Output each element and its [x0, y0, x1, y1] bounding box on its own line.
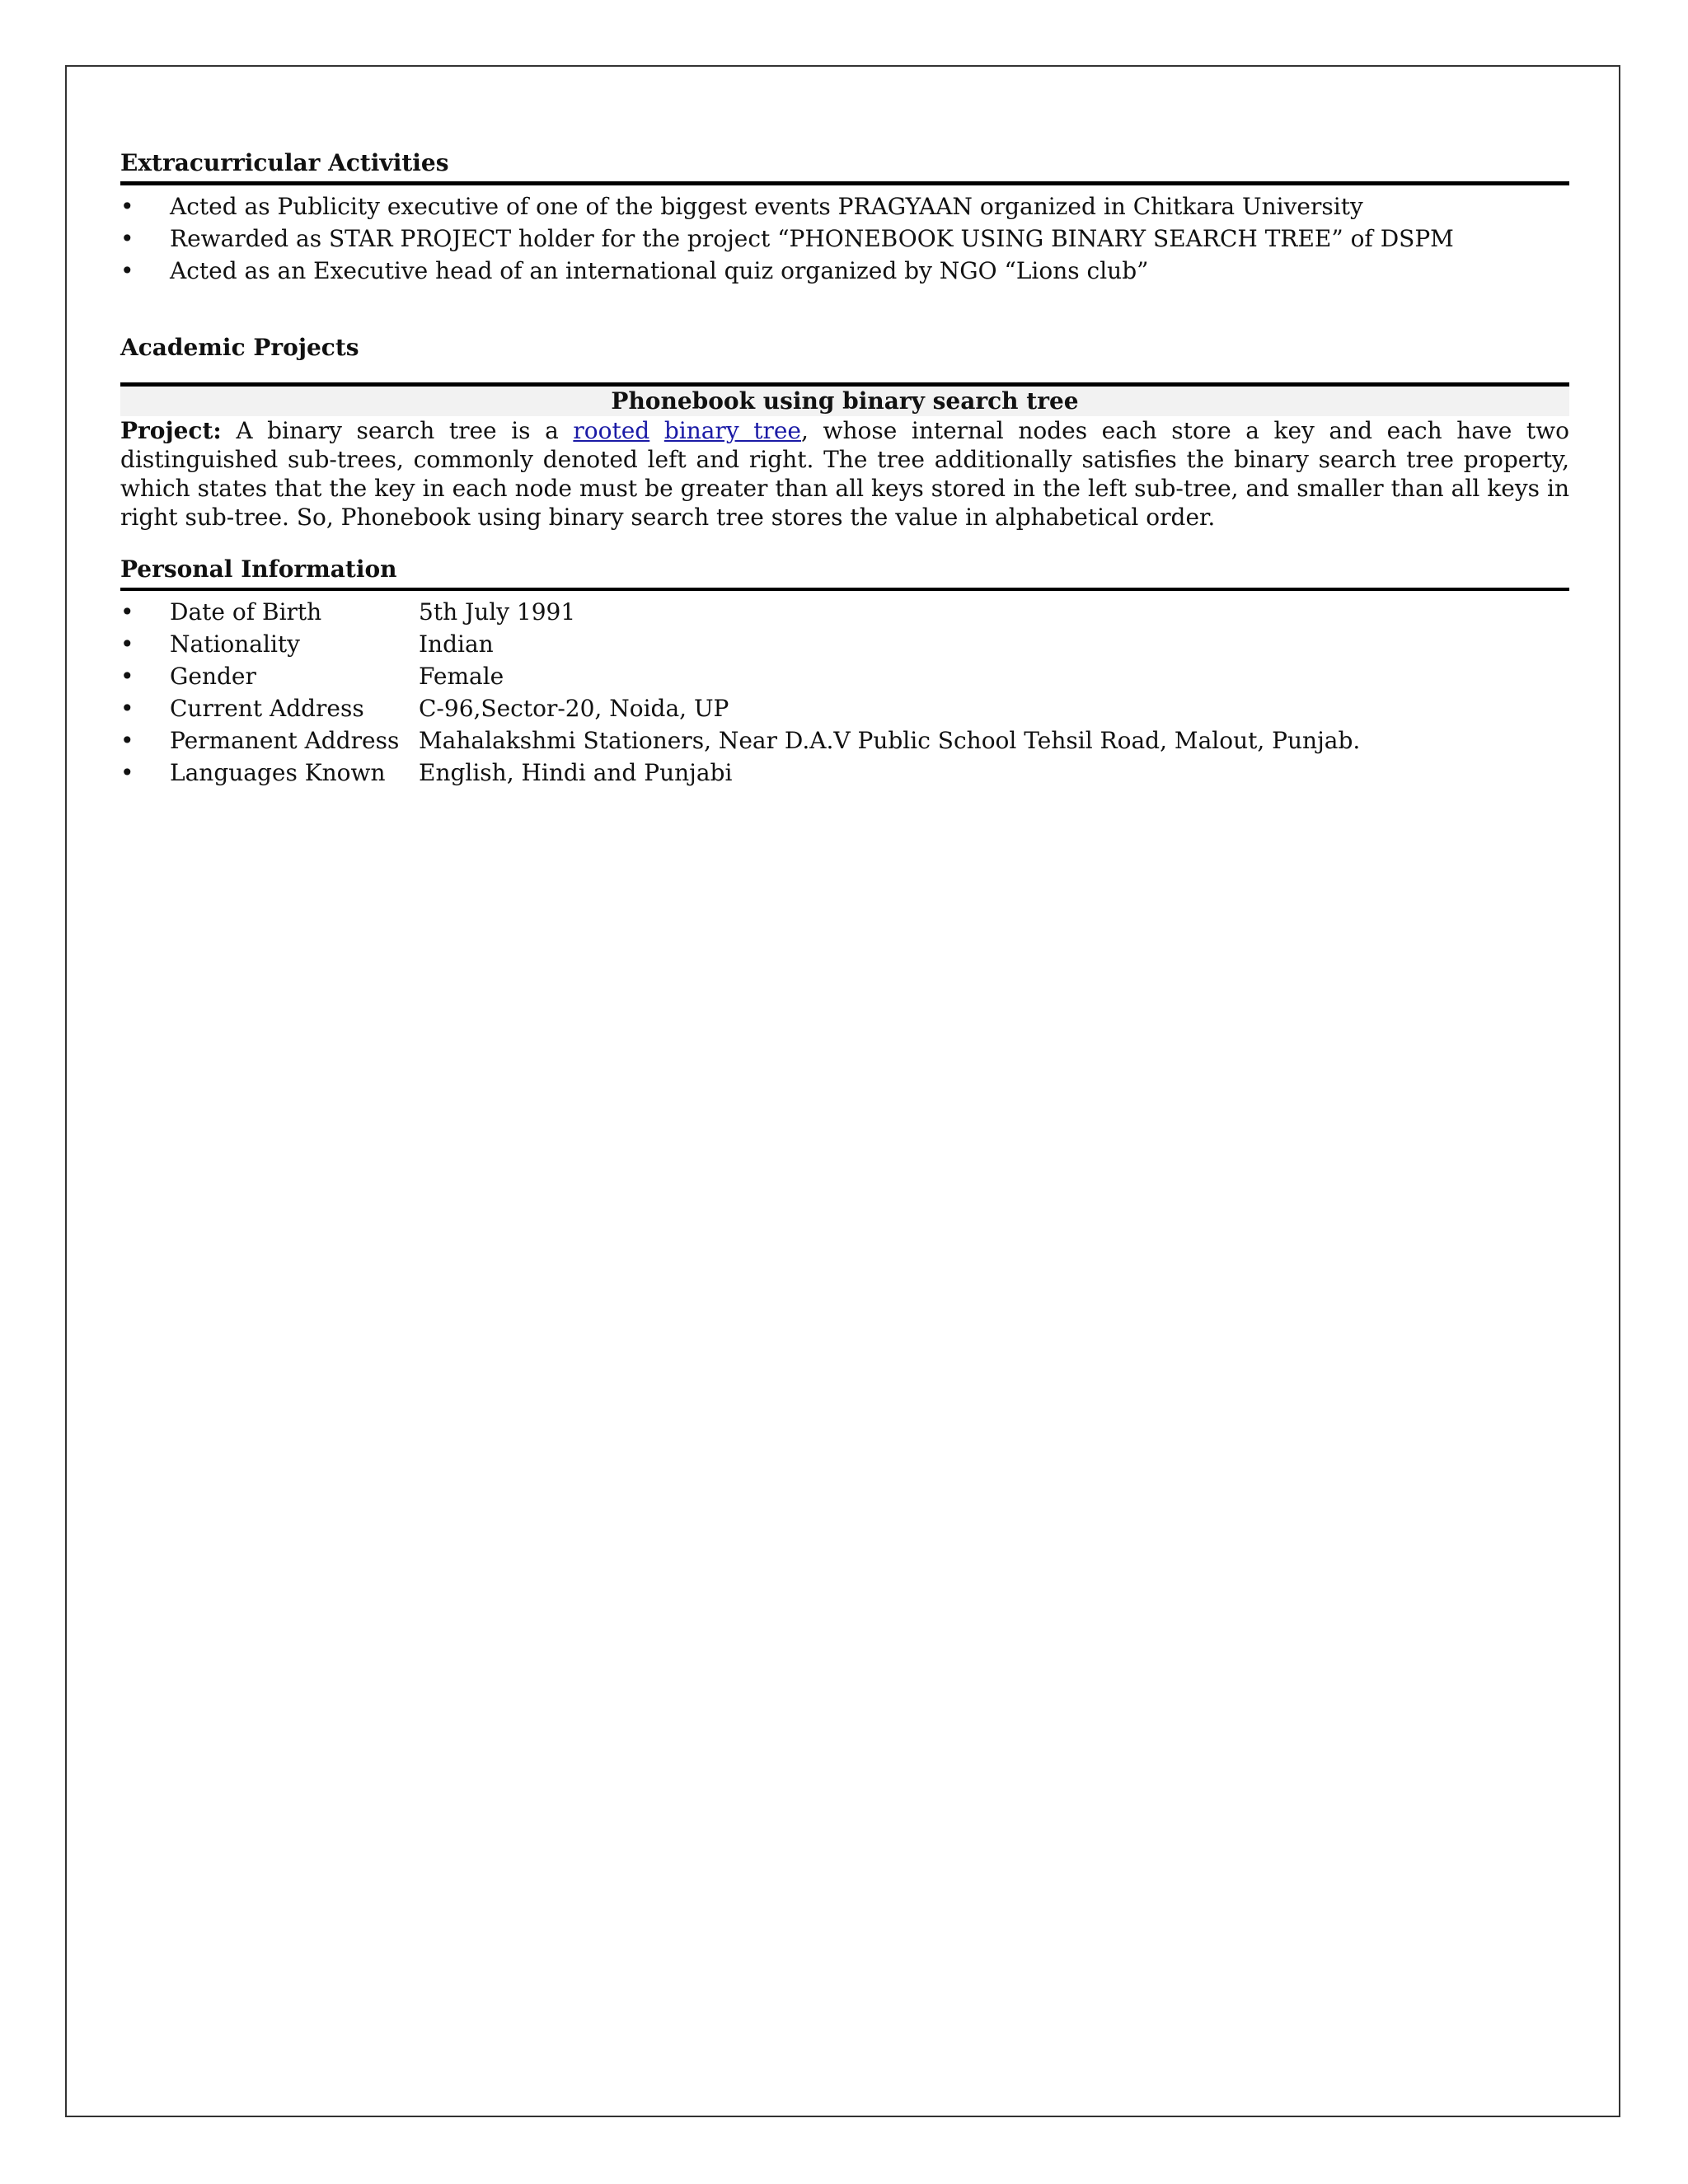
extracurricular-heading: Extracurricular Activities — [120, 149, 449, 176]
info-row-permanent-address — [120, 724, 1569, 757]
bullet-icon: • — [120, 225, 134, 252]
extracurricular-list — [120, 190, 1569, 287]
bullet-icon: • — [120, 663, 134, 690]
info-value: Indian — [419, 630, 494, 658]
list-item: • Acted as Publicity executive of one of the biggest events PRAGYAAN organized in Chitkara University — [120, 190, 1569, 223]
bullet-icon: • — [120, 759, 134, 786]
bullet-icon: • — [120, 257, 134, 284]
info-value: Female — [419, 663, 504, 690]
project-label: Project: — [120, 417, 222, 444]
info-label: Gender — [170, 663, 256, 690]
info-label: Date of Birth — [170, 598, 322, 626]
info-row-gender — [120, 660, 1569, 692]
info-row-nationality — [120, 628, 1569, 660]
info-value: 5th July 1991 — [419, 598, 576, 626]
info-row-dob — [120, 596, 1569, 628]
rooted-link[interactable]: rooted — [573, 417, 650, 444]
info-label: Permanent Address — [170, 727, 400, 754]
list-item: • Rewarded as STAR PROJECT holder for the project “PHONEBOOK USING BINARY SEARCH TREE” of DSPM — [120, 223, 1569, 255]
project-description: Project: A binary search tree is a rooted binary tree, whose internal nodes each store a key and each have two distinguished sub-trees, commonly denoted left and right. The tree additionally satisfies the binary search tree property, which states that the key in each node must be greater than all keys stored in the left sub-tree, and smaller than all keys in right sub-tree. So, Phonebook using binary search tree stores the value in alphabetical order. — [120, 417, 1569, 531]
info-label: Current Address — [170, 695, 364, 722]
personal-information-heading: Personal Information — [120, 555, 397, 583]
info-value: C-96,Sector-20, Noida, UP — [419, 695, 729, 722]
personal-info-list — [120, 596, 1569, 789]
bullet-icon: • — [120, 630, 134, 658]
list-item: • Acted as an Executive head of an international quiz organized by NGO “Lions club” — [120, 255, 1569, 287]
resume-page — [120, 145, 1569, 789]
binary-tree-link[interactable]: binary tree — [663, 417, 801, 444]
academic-projects-heading: Academic Projects — [120, 334, 359, 361]
info-value: English, Hindi and Punjabi — [419, 759, 733, 786]
bullet-icon: • — [120, 695, 134, 722]
project-title: Phonebook using binary search tree — [120, 387, 1569, 416]
bullet-icon: • — [120, 727, 134, 754]
info-row-current-address — [120, 692, 1569, 724]
info-label: Nationality — [170, 630, 300, 658]
info-value: Mahalakshmi Stationers, Near D.A.V Public School Tehsil Road, Malout, Punjab. — [419, 727, 1361, 754]
bullet-icon: • — [120, 193, 134, 220]
info-row-languages — [120, 757, 1569, 789]
info-label: Languages Known — [170, 759, 386, 786]
bullet-icon: • — [120, 598, 134, 626]
